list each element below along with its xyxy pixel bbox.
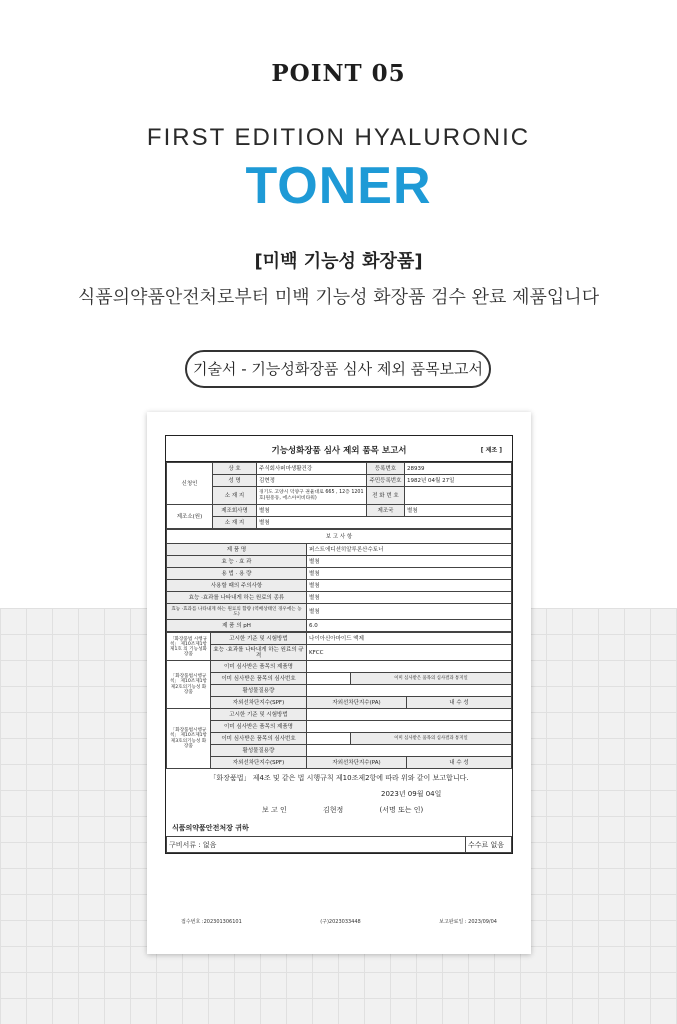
applicant-table xyxy=(166,462,512,529)
item-label: 용 법 · 용 량 xyxy=(167,568,307,580)
document-footer xyxy=(165,918,513,925)
item-label: 사용할 때의 주의사항 xyxy=(167,580,307,592)
registration-number: 28939 xyxy=(405,463,512,475)
report-date: 2023년 09월 04일 xyxy=(381,790,442,798)
section3-label: 「화장품법시행규칙」 제10조제1항제3호의기능성 화장품 xyxy=(167,709,211,769)
section3-product-value xyxy=(307,721,512,733)
item-label: 제 품 명 xyxy=(167,544,307,556)
report-items-table xyxy=(166,529,512,632)
item-value: 퍼스트에디션히알루론산수토너 xyxy=(307,544,512,556)
declaration-text: 「화장품법」 제4조 및 같은 법 시행규칙 제10조제2항에 따라 위와 같이 보고합니다. xyxy=(209,774,469,782)
section3-pa-label: 자외선차단지수(PA) xyxy=(307,757,407,769)
section3-spf-label: 자외선차단지수(SPF) xyxy=(211,757,307,769)
report-document xyxy=(147,412,531,954)
section2-product-label: 이미 심사받은 품목의 제품명 xyxy=(211,661,307,673)
item-value: 별첨 xyxy=(307,604,512,620)
item-label: 제 품 의 pH xyxy=(167,620,307,632)
section2-pa-label: 자외선차단지수(PA) xyxy=(307,697,407,709)
section3-product-label: 이미 심사받은 품목의 제품명 xyxy=(211,721,307,733)
form-badge: [ 제조 ] xyxy=(480,447,502,454)
address-label: 소 재 지 xyxy=(213,487,257,505)
birth-date: 1982년 04월 27일 xyxy=(405,475,512,487)
maker-country-label: 제조국 xyxy=(367,505,405,517)
documents-table xyxy=(166,836,512,853)
report-form xyxy=(165,435,513,854)
section2-spf-label: 자외선차단지수(SPF) xyxy=(211,697,307,709)
section3-review-no-value xyxy=(307,733,351,745)
section3-method-label: 고시한 기준 및 시험방법 xyxy=(211,709,307,721)
maker-name: 별첨 xyxy=(257,505,367,517)
maker-address-label: 소 재 지 xyxy=(213,517,257,529)
section1-label: 「화장품법 시행규칙」 제10조제1항제1호 의 기능성화장품 xyxy=(167,633,211,661)
old-number: (구)2023033448 xyxy=(320,919,361,925)
section1-row-value: 나이아신아마이드 액제 xyxy=(307,633,512,645)
section1-row-value: KFCC xyxy=(307,645,512,661)
item-value: 별첨 xyxy=(307,592,512,604)
addressee: 식품의약품안전처장 귀하 xyxy=(172,824,249,832)
item-value: 6.0 xyxy=(307,620,512,632)
item-value: 별첨 xyxy=(307,556,512,568)
section2-water-label: 내 수 성 xyxy=(407,697,512,709)
section3-active-label: 활성물질용량 xyxy=(211,745,307,757)
documents-label: 구비서류 : 없음 xyxy=(167,837,466,853)
document-type-pill: 기술서 - 기능성화장품 심사 제외 품목보고서 xyxy=(185,350,491,388)
section2-label: 「화장품법시행규칙」 제10조제1항제2호의기능성 화장품 xyxy=(167,661,211,709)
maker-address: 별첨 xyxy=(257,517,512,529)
applicant-label: 신청인 xyxy=(167,463,213,505)
applicant-company: 주식회사퍼마생활건강 xyxy=(257,463,367,475)
functional-sections-table xyxy=(166,632,512,769)
phone-label: 전 화 번 호 xyxy=(367,487,405,505)
applicant-name-label: 성 명 xyxy=(213,475,257,487)
signature-line xyxy=(166,799,512,819)
section3-water-label: 내 수 성 xyxy=(407,757,512,769)
section1-row-label: 고시한 기준 및 시험방법 xyxy=(211,633,307,645)
section2-review-no-value xyxy=(307,673,351,685)
applicant-name: 김현정 xyxy=(257,475,367,487)
item-value: 별첨 xyxy=(307,580,512,592)
maker-country: 별첨 xyxy=(405,505,512,517)
receipt-number: 접수번호 :202301306101 xyxy=(181,919,242,925)
maker-name-label: 제조회사명 xyxy=(213,505,257,517)
reporter-name: 김현정 xyxy=(322,806,344,814)
applicant-company-label: 상 호 xyxy=(213,463,257,475)
product-name: TONER xyxy=(245,157,432,215)
phone-value xyxy=(405,487,512,505)
section2-review-no-label: 이미 심사받은 품목의 심사번호 xyxy=(211,673,307,685)
section2-active-label: 활성물질용량 xyxy=(211,685,307,697)
fee-label: 수수료 없음 xyxy=(466,837,512,853)
section1-row-label: 효능 ·효과를 나타내게 하는 원료의 규격 xyxy=(211,645,307,661)
section2-product-value xyxy=(307,661,512,673)
item-label: 효 능 · 효 과 xyxy=(167,556,307,568)
reporter-label: 보 고 인 xyxy=(262,806,287,814)
section2-notice-label: 이미 심사받은 품목의 심사결과 통지일 xyxy=(351,673,512,685)
description-text: 식품의약품안전처로부터 미백 기능성 화장품 검수 완료 제품입니다 xyxy=(77,287,600,308)
form-title: 기능성화장품 심사 제외 품목 보고서 xyxy=(271,446,407,456)
applicant-address: 경기도 고양시 덕양구 권율대로 665 , 12층 1201호(원흥동, 에스아이비타워) xyxy=(257,487,367,505)
form-title-bar xyxy=(166,436,512,462)
point-label: POINT 05 xyxy=(271,60,406,87)
section3-review-no-label: 이미 심사받은 품목의 심사번호 xyxy=(211,733,307,745)
sign-hint: (서명 또는 인) xyxy=(379,806,424,814)
item-value: 별첨 xyxy=(307,568,512,580)
section2-active-value xyxy=(307,685,512,697)
section3-notice-label: 이미 심사받은 품목의 심사결과 통지일 xyxy=(351,733,512,745)
section3-active-value xyxy=(307,745,512,757)
completion-date: 보고완료일 : 2023/09/04 xyxy=(439,919,497,925)
item-label: 효능 ·효과를 나타내게 하는 원료의 종류 xyxy=(167,592,307,604)
category-heading: [미백 기능성 화장품] xyxy=(254,251,423,272)
product-subtitle: FIRST EDITION HYALURONIC xyxy=(146,124,531,151)
section3-method-value xyxy=(307,709,512,721)
manufacturer-label: 제조소(원) xyxy=(167,505,213,529)
birth-label: 주민등록번호 xyxy=(367,475,405,487)
registration-label: 등록번호 xyxy=(367,463,405,475)
report-header: 보 고 사 항 xyxy=(167,530,512,544)
item-label: 효능 ·효과를 나타내게 하는 원료의 함량 (역배상태인 경우에는 농도) xyxy=(167,604,307,620)
